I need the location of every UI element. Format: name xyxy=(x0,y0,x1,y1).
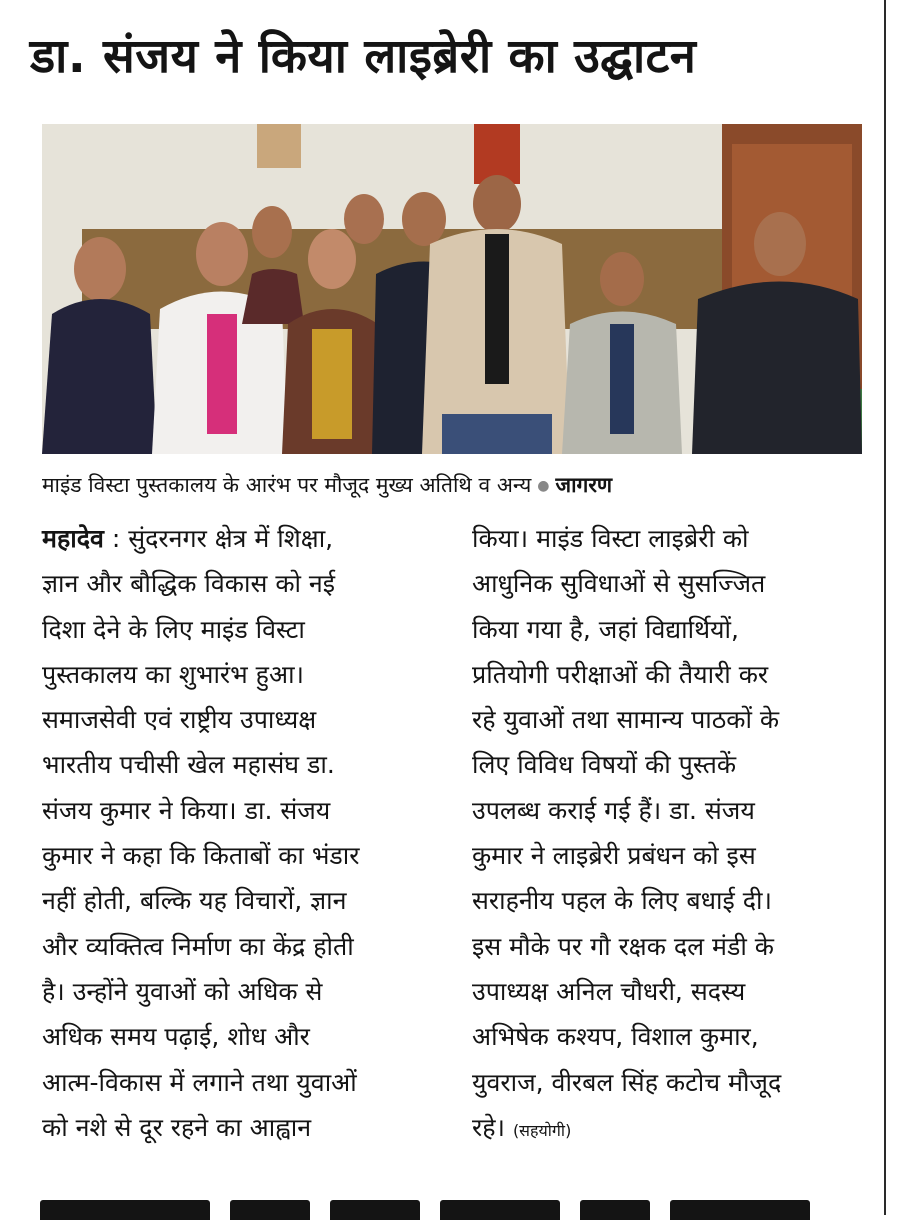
photo-frame xyxy=(257,124,301,168)
article-line: संजय कुमार ने किया। डा. संजय xyxy=(42,795,331,825)
article-line: ज्ञान और बौद्धिक विकास को नई xyxy=(42,569,336,599)
article-line: भारतीय पचीसी खेल महासंघ डा. xyxy=(42,750,335,780)
article-line: महादेव : सुंदरनगर क्षेत्र में शिक्षा, xyxy=(42,524,334,553)
headline: डा. संजय ने किया लाइब्रेरी का उद्घाटन xyxy=(30,29,697,84)
article-line: लिए विविध विषयों की पुस्तकें xyxy=(472,750,737,780)
news-photo xyxy=(42,124,862,454)
article-line: आधुनिक सुविधाओं से सुसज्जित xyxy=(472,569,766,599)
reporter-credit: (सहयोगी) xyxy=(512,1120,572,1140)
article-line: दिशा देने के लिए माइंड विस्टा xyxy=(42,614,305,644)
article-line: कुमार ने कहा कि किताबों का भंडार xyxy=(42,841,360,871)
article-line: समाजसेवी एवं राष्ट्रीय उपाध्यक्ष xyxy=(42,705,317,735)
article-line: इस मौके पर गौ रक्षक दल मंडी के xyxy=(472,931,774,961)
article-line: है। उन्होंने युवाओं को अधिक से xyxy=(42,976,323,1006)
article-line: और व्यक्तित्व निर्माण का केंद्र होती xyxy=(42,931,354,961)
group-photo-illustration xyxy=(42,124,862,454)
article-line: नहीं होती, बल्कि यह विचारों, ज्ञान xyxy=(42,886,347,916)
article-line: को नशे से दूर रहने का आह्वान xyxy=(42,1112,312,1142)
caption-source: जागरण xyxy=(555,473,613,497)
dateline: महादेव xyxy=(42,524,104,553)
article-line: युवराज, वीरबल सिंह कटोच मौजूद xyxy=(472,1067,782,1097)
article-line: रहे युवाओं तथा सामान्य पाठकों के xyxy=(472,705,780,735)
caption-text: माइंड विस्टा पुस्तकालय के आरंभ पर मौजूद मुख्य अतिथि व अन्य xyxy=(42,473,532,497)
article-line: किया। माइंड विस्टा लाइब्रेरी को xyxy=(472,524,749,553)
article-text: सुंदरनगर क्षेत्र में शिक्षा, xyxy=(128,524,334,553)
article-line: सराहनीय पहल के लिए बधाई दी। xyxy=(472,886,772,916)
article-line: आत्म-विकास में लगाने तथा युवाओं xyxy=(42,1067,357,1097)
article-line xyxy=(472,1105,872,1150)
article-line: कुमार ने लाइब्रेरी प्रबंधन को इस xyxy=(472,841,756,871)
photo-caption xyxy=(42,472,872,499)
article-column-right xyxy=(472,516,872,1150)
article-column-left xyxy=(42,516,427,1150)
article-line: उपलब्ध कराई गई हैं। डा. संजय xyxy=(472,795,755,825)
article-line: किया गया है, जहां विद्यार्थियों, xyxy=(472,614,739,644)
article-line: अभिषेक कश्यप, विशाल कुमार, xyxy=(472,1022,759,1052)
next-article-headline-cropped xyxy=(40,1180,880,1220)
article-line: पुस्तकालय का शुभारंभ हुआ। xyxy=(42,659,304,689)
bullet-icon: ● xyxy=(537,477,550,494)
article-line: अधिक समय पढ़ाई, शोध और xyxy=(42,1022,310,1052)
article-line: प्रतियोगी परीक्षाओं की तैयारी कर xyxy=(472,659,769,689)
article-line: उपाध्यक्ष अनिल चौधरी, सदस्य xyxy=(472,976,746,1006)
article-text: रहे। xyxy=(472,1112,505,1142)
